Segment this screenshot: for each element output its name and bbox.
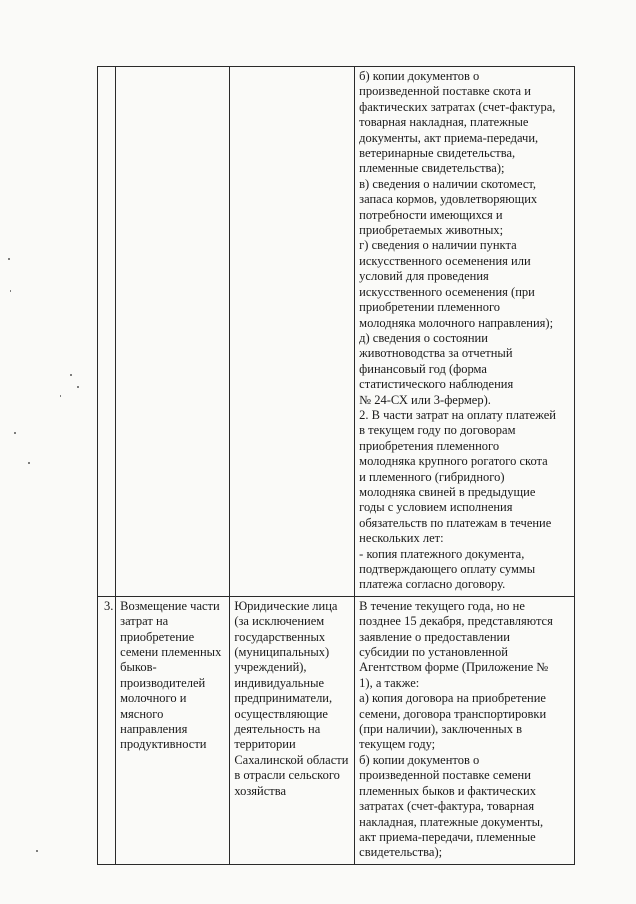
measure-name-cell bbox=[116, 67, 230, 597]
row-number-cell bbox=[98, 67, 116, 597]
documents-cell: В течение текущего года, но не позднее 15 декабря, представляются заявление о предоставлении субсидии по установленной Агентством форме (Приложение № 1), а также: а) копия договора на приобретение семени, договора транспортировки (при наличии), заключенных в текущем году; б) копии документов о произведенной поставке семени племенных быков и фактических затратах (счет-фактура, товарная накладная, платежные документы, акт приема-передачи, племенные свидетельства); bbox=[355, 596, 575, 864]
scan-speck bbox=[28, 462, 30, 464]
table-row bbox=[98, 67, 575, 597]
recipients-cell: Юридические лица (за исключением государственных (муниципальных) учреждений), индивидуальные предприниматели, осуществляющие деятельность на территории Сахалинской области в отрасли сельского хозяйства bbox=[230, 596, 355, 864]
recipients-cell bbox=[230, 67, 355, 597]
scan-speck bbox=[14, 432, 16, 434]
scan-speck bbox=[8, 258, 10, 260]
table-row bbox=[98, 596, 575, 864]
scan-speck bbox=[77, 386, 79, 388]
scan-speck bbox=[60, 395, 61, 397]
measure-name-cell: Возмещение части затрат на приобретение семени племенных быков- производителей молочного и мясного направления продуктивности bbox=[116, 596, 230, 864]
scan-speck bbox=[10, 290, 11, 292]
row-number-cell: 3. bbox=[98, 596, 116, 864]
scan-speck bbox=[70, 374, 72, 376]
scan-speck bbox=[36, 850, 38, 852]
subsidy-conditions-table bbox=[97, 66, 575, 865]
documents-cell: б) копии документов о произведенной поставке скота и фактических затратах (счет-фактура, товарная накладная, платежные документы, акт приема-передачи, ветеринарные свидетельства, племенные свидетельства); в) сведения о наличии скотомест, запаса кормов, удовлетворяющих потребности имеющихся и приобретаемых животных; г) сведения о наличии пункта искусственного осеменения или условий для проведения искусственного осеменения (при приобретении племенного молодняка молочного направления); д) сведения о состоянии животноводства за отчетный финансовый год (форма статистического наблюдения № 24-СХ или 3-фермер). 2. В части затрат на оплату платежей в текущем году по договорам приобретения племенного молодняка крупного рогатого скота и племенного (гибридного) молодняка свиней в предыдущие годы с условием исполнения обязательств по платежам в течение нескольких лет: - копия платежного документа, подтверждающего оплату суммы платежа согласно договору. bbox=[355, 67, 575, 597]
